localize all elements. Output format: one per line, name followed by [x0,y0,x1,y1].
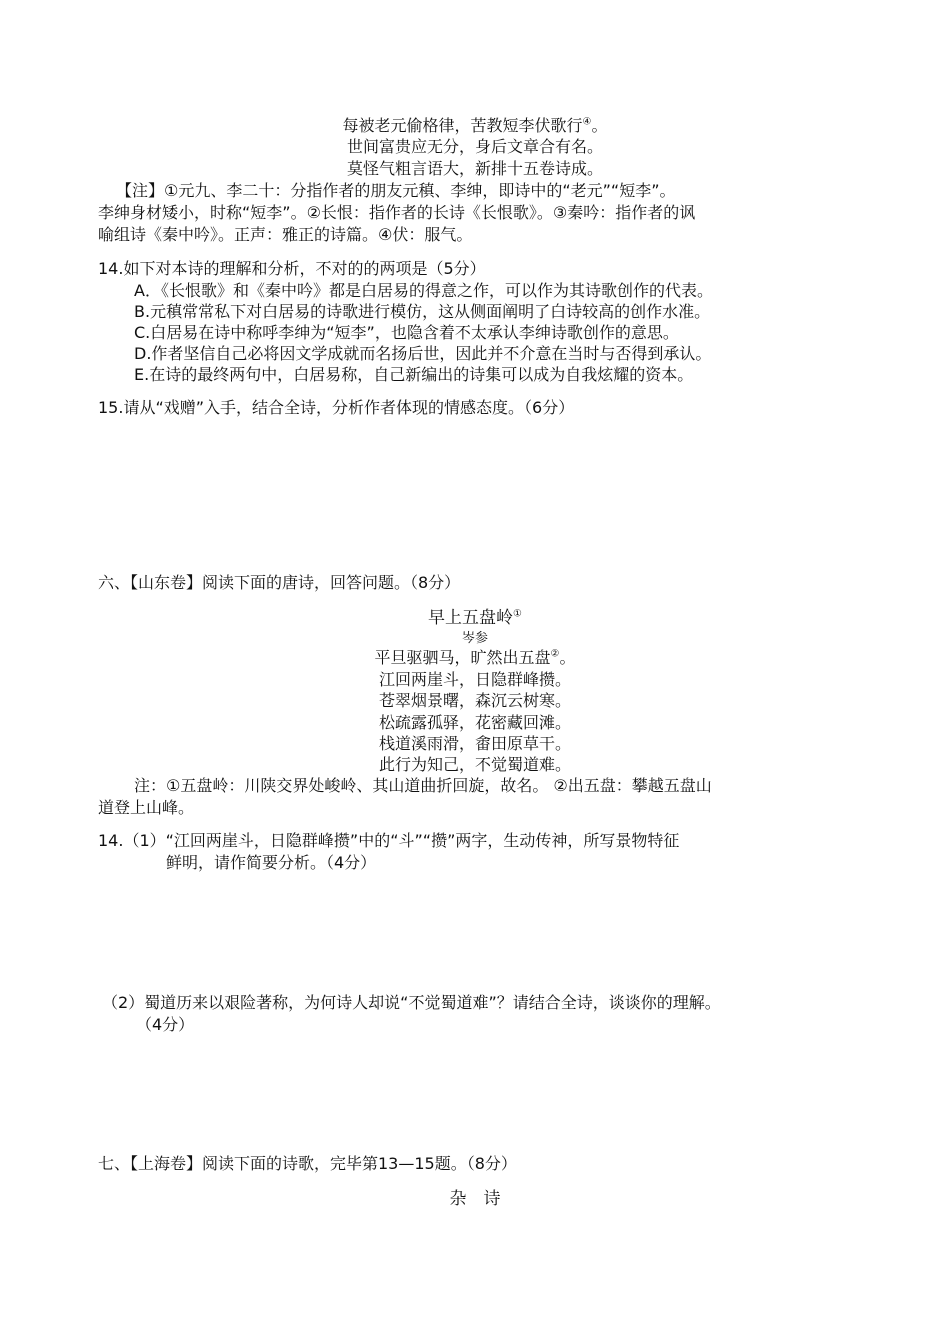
poem1-line-2: 世间富贵应无分，身后文章合有名。 [346,137,603,156]
q14-option-e: E.在诗的最终两句中，白居易称，自己新编出的诗集可以成为自我炫耀的资本。 [134,365,694,384]
note1-line-2: 李绅身材矮小，时称“短李”。②长恨：指作者的长诗《长恨歌》。③秦吟：指作者的讽 [98,203,696,222]
section6-poem-line-5: 栈道溪雨滑，畬田原草干。 [378,734,571,753]
section6-poem-line-6: 此行为知己，不觉蜀道难。 [378,755,571,774]
q15-stem: 15.请从“戏赠”入手，结合全诗，分析作者体现的情感态度。（6分） [98,398,575,417]
q14-option-b: B.元稹常常私下对白居易的诗歌进行模仿，这从侧面阐明了白诗较高的创作水准。 [134,302,711,321]
section7-heading: 七、【上海卷】阅读下面的诗歌，完毕第13—15题。（8分） [98,1154,517,1173]
section6-note-line-2: 道登上山峰。 [98,798,195,817]
section6-poem-line-3: 苍翠烟景曙，森沉云树寒。 [378,691,571,710]
note-mark-1: ① [513,608,522,620]
section6-poem-line-2: 江回两崖斗，日隐群峰攒。 [378,670,571,689]
section6-q2-line-1: （2）蜀道历来以艰险著称，为何诗人却说“不觉蜀道难”？请结合全诗，谈谈你的理解。 [102,993,721,1012]
q14-option-c: C.白居易在诗中称呼李绅为“短李”，也隐含着不太承认李绅诗歌创作的意思。 [134,323,679,342]
section6-poem-title-text: 早上五盘岭 [428,608,514,628]
section6-poem-line-1 [0,648,950,668]
note-mark-4: ④ [582,116,592,128]
note-mark-2: ② [550,648,560,660]
section7-poem-title: 杂 诗 [449,1189,501,1209]
section6-q14-line-1: 14.（1）“江回两崖斗，日隐群峰攒”中的“斗”“攒”两字，生动传神，所写景物特征 [98,831,680,850]
poem1-line-3: 莫怪气粗言语大，新排十五卷诗成。 [346,159,603,178]
section6-q2-line-2: （4分） [136,1015,195,1034]
poem1-line-1 [0,116,950,136]
note1-line-1: 【注】①元九、李二十：分指作者的朋友元稹、李绅，即诗中的“老元”“短李”。 [116,181,676,200]
section6-poem-title [0,608,950,628]
q14-option-a: A．《长恨歌》和《秦中吟》都是白居易的得意之作，可以作为其诗歌创作的代表。 [134,281,713,300]
note1-line-3: 喻组诗《秦中吟》。正声：雅正的诗篇。④伏：服气。 [98,225,473,244]
section6-poem-line-1-end: 。 [559,648,576,667]
section6-q14-line-2: 鲜明，请作简要分析。（4分） [166,853,377,872]
q14-stem: 14.如下对本诗的理解和分析，不对的的两项是（5分） [98,259,486,278]
poem1-line-1-end: 。 [591,116,608,135]
section6-poem-author: 岑参 [461,631,488,646]
section6-poem-line-1-text: 平旦驱驷马，旷然出五盘 [374,648,551,667]
section6-note-line-1: 注：①五盘岭：川陕交界处峻岭、其山道曲折回旋，故名。 ②出五盘：攀越五盘山 [134,776,712,795]
section6-poem-line-4: 松疏露孤驿，花密藏回滩。 [378,713,571,732]
q14-option-d: D.作者坚信自己必将因文学成就而名扬后世，因此并不介意在当时与否得到承认。 [134,344,712,363]
section6-heading: 六、【山东卷】阅读下面的唐诗，回答问题。（8分） [98,573,461,592]
poem1-line-1-text: 每被老元偷格律，苦教短李伏歌行 [342,116,583,135]
